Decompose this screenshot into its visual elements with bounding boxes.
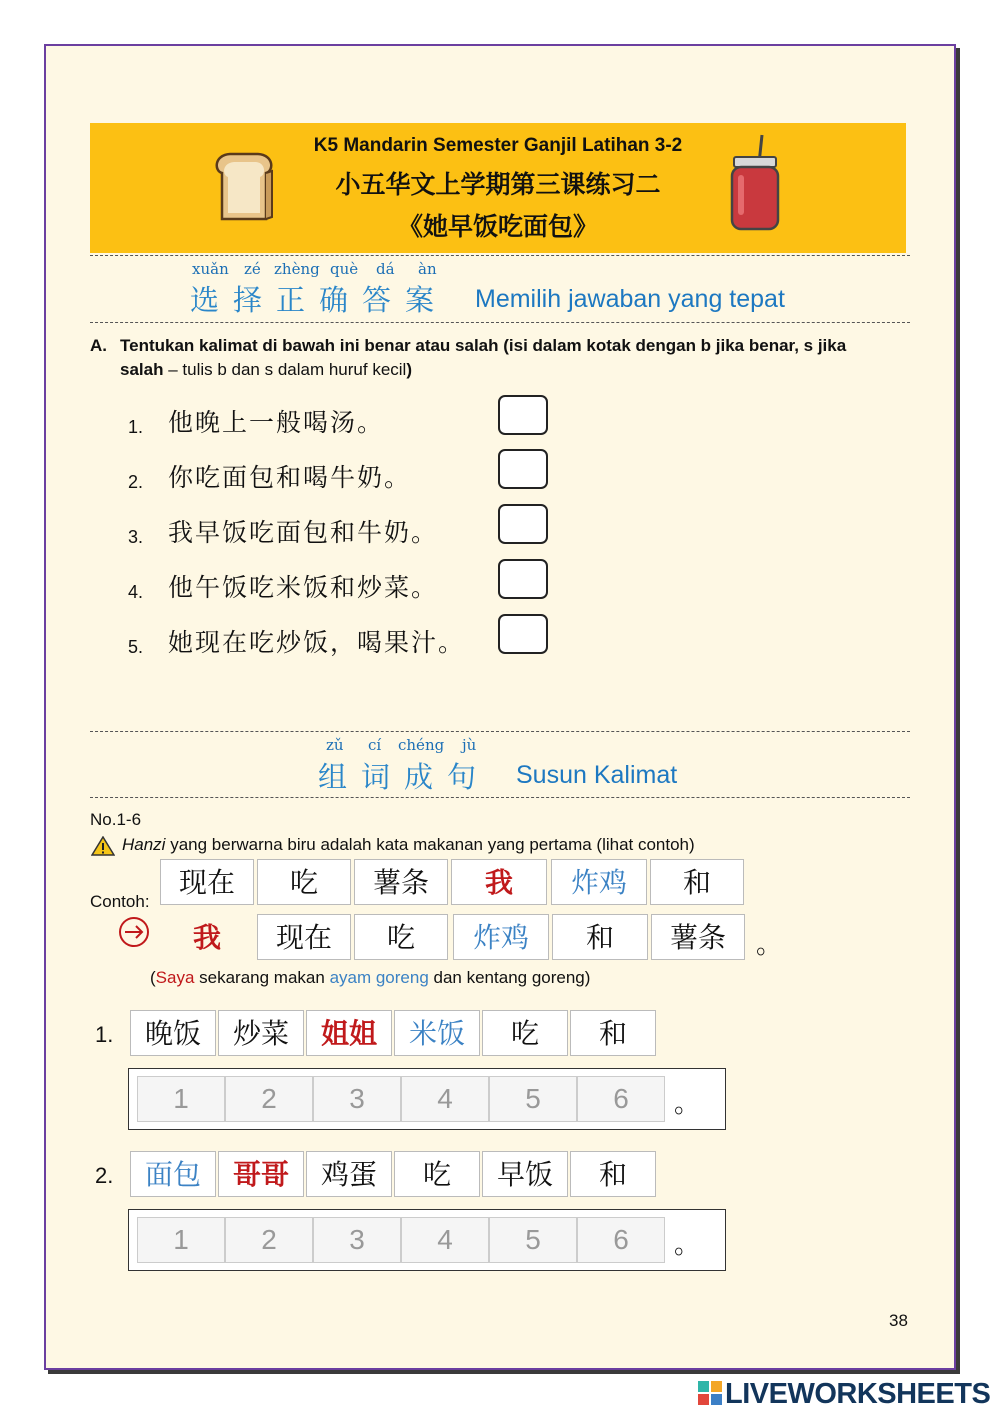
footer-brand-text: LIVEWORKSHEETS [725,1378,991,1410]
pinyin-line [0,736,1000,756]
section1-hanzi-title: 选择正确答案 [190,283,449,317]
translation-mid: sekarang makan [194,968,330,987]
answer-word: 吃 [354,914,448,960]
answer-frame [128,1068,726,1130]
pinyin-syllable: chéng [398,736,445,754]
drop-slot[interactable]: 2 [225,1217,313,1263]
example-period: 。 [756,930,783,960]
question-text: 他晚上一般喝汤。 [168,408,385,437]
drop-slot[interactable]: 6 [577,1217,665,1263]
answer-box-4[interactable] [498,559,548,599]
instruction-dash-text: – tulis b dan s dalam huruf kecil [163,360,407,379]
answer-box-2[interactable] [498,449,548,489]
word-card: 薯条 [354,859,448,905]
drop-slot[interactable]: 6 [577,1076,665,1122]
banner-title-chinese: 小五华文上学期第三课练习二 [335,170,661,199]
word-card-subject: 姐姐 [306,1010,392,1056]
pinyin-syllable: xuǎn [192,260,229,278]
word-card: 鸡蛋 [306,1151,392,1197]
answer-box-1[interactable] [498,395,548,435]
word-card: 现在 [160,859,254,905]
word-card: 和 [570,1151,656,1197]
example-translation [150,968,590,988]
arrow-circle-icon [118,916,150,948]
section1-malay-title: Memilih jawaban yang tepat [475,285,785,313]
question-number: 2. [128,472,144,492]
answer-word: 和 [552,914,648,960]
question-number: 5. [128,637,144,657]
question-text: 他午饭吃米饭和炒菜。 [168,573,439,602]
word-card: 和 [650,859,744,905]
pinyin-syllable: cí [368,736,382,754]
question-number: 3. [128,527,144,547]
pinyin-syllable: què [330,260,359,278]
sentence-period: 。 [674,1089,701,1119]
word-card: 吃 [482,1010,568,1056]
title-banner [90,123,906,253]
dotted-divider [90,255,910,256]
word-card: 和 [570,1010,656,1056]
question-text: 我早饭吃面包和牛奶。 [168,518,439,547]
liveworksheets-logo [698,1378,990,1411]
sentence-period: 。 [674,1230,701,1260]
instruction-bold-text: Tentukan kalimat di bawah ini benar atau salah (isi dalam kotak dengan b jika benar, s jika salah [120,336,847,379]
word-card-food: 炸鸡 [551,859,647,905]
example-label: Contoh: [90,892,150,911]
section2-hanzi-title: 组词成句 [318,760,491,794]
drop-slot[interactable]: 3 [313,1076,401,1122]
drop-slot[interactable]: 3 [313,1217,401,1263]
answer-word: 薯条 [651,914,745,960]
word-card-subject: 我 [451,859,547,905]
answer-box-3[interactable] [498,504,548,544]
question-number: 4. [128,582,144,602]
question-number: 1. [128,417,144,437]
pinyin-syllable: zé [244,260,261,278]
liveworksheets-mark-icon [698,1381,722,1405]
answer-word-food: 炸鸡 [453,914,549,960]
word-card-food: 米饭 [394,1010,480,1056]
hanzi-note [122,835,695,855]
juice-jar-icon [726,133,786,233]
item-number: 2. [95,1163,114,1188]
word-card-subject: 哥哥 [218,1151,304,1197]
instruction-closing: ) [406,360,413,379]
range-label: No.1-6 [90,810,142,829]
pinyin-syllable: zǔ [326,736,344,754]
word-card: 吃 [257,859,351,905]
hanzi-note-text: yang berwarna biru adalah kata makanan yang pertama (lihat contoh) [165,835,695,854]
drop-slot[interactable]: 4 [401,1217,489,1263]
translation-end: dan kentang goreng) [428,968,591,987]
hanzi-note-italic: Hanzi [122,835,166,854]
page-number: 38 [889,1311,908,1330]
warning-icon [91,836,115,856]
question-text: 你吃面包和喝牛奶。 [168,463,412,492]
answer-frame [128,1209,726,1271]
pinyin-line [0,260,1000,280]
drop-slot[interactable]: 2 [225,1076,313,1122]
drop-slot[interactable]: 5 [489,1076,577,1122]
banner-title-latin: K5 Mandarin Semester Ganjil Latihan 3-2 [313,135,683,156]
word-card-food: 面包 [130,1151,216,1197]
question-text: 她现在吃炒饭，喝果汁。 [168,628,466,657]
drop-slot[interactable]: 5 [489,1217,577,1263]
instruction-label: A. [90,336,107,355]
pinyin-syllable: àn [418,260,437,278]
drop-slot[interactable]: 4 [401,1076,489,1122]
translation-subject: Saya [155,968,195,987]
answer-word: 现在 [257,914,351,960]
section2-malay-title: Susun Kalimat [516,761,678,789]
word-card: 炒菜 [218,1010,304,1056]
answer-word-subject: 我 [192,921,221,954]
pinyin-syllable: jù [462,736,477,754]
drop-slot[interactable]: 1 [137,1076,225,1122]
dotted-divider [90,731,910,732]
drop-slot[interactable]: 1 [137,1217,225,1263]
item-number: 1. [95,1022,114,1047]
word-card: 吃 [394,1151,480,1197]
word-card: 晚饭 [130,1010,216,1056]
dotted-divider [90,322,910,323]
answer-box-5[interactable] [498,614,548,654]
translation-open: ( [150,968,156,987]
pinyin-syllable: zhèng [274,260,320,278]
lesson-title: 《她早饭吃面包》 [397,212,598,241]
word-card: 早饭 [482,1151,568,1197]
translation-food: ayam goreng [329,968,429,987]
dotted-divider [90,797,910,798]
pinyin-syllable: dá [376,260,395,278]
